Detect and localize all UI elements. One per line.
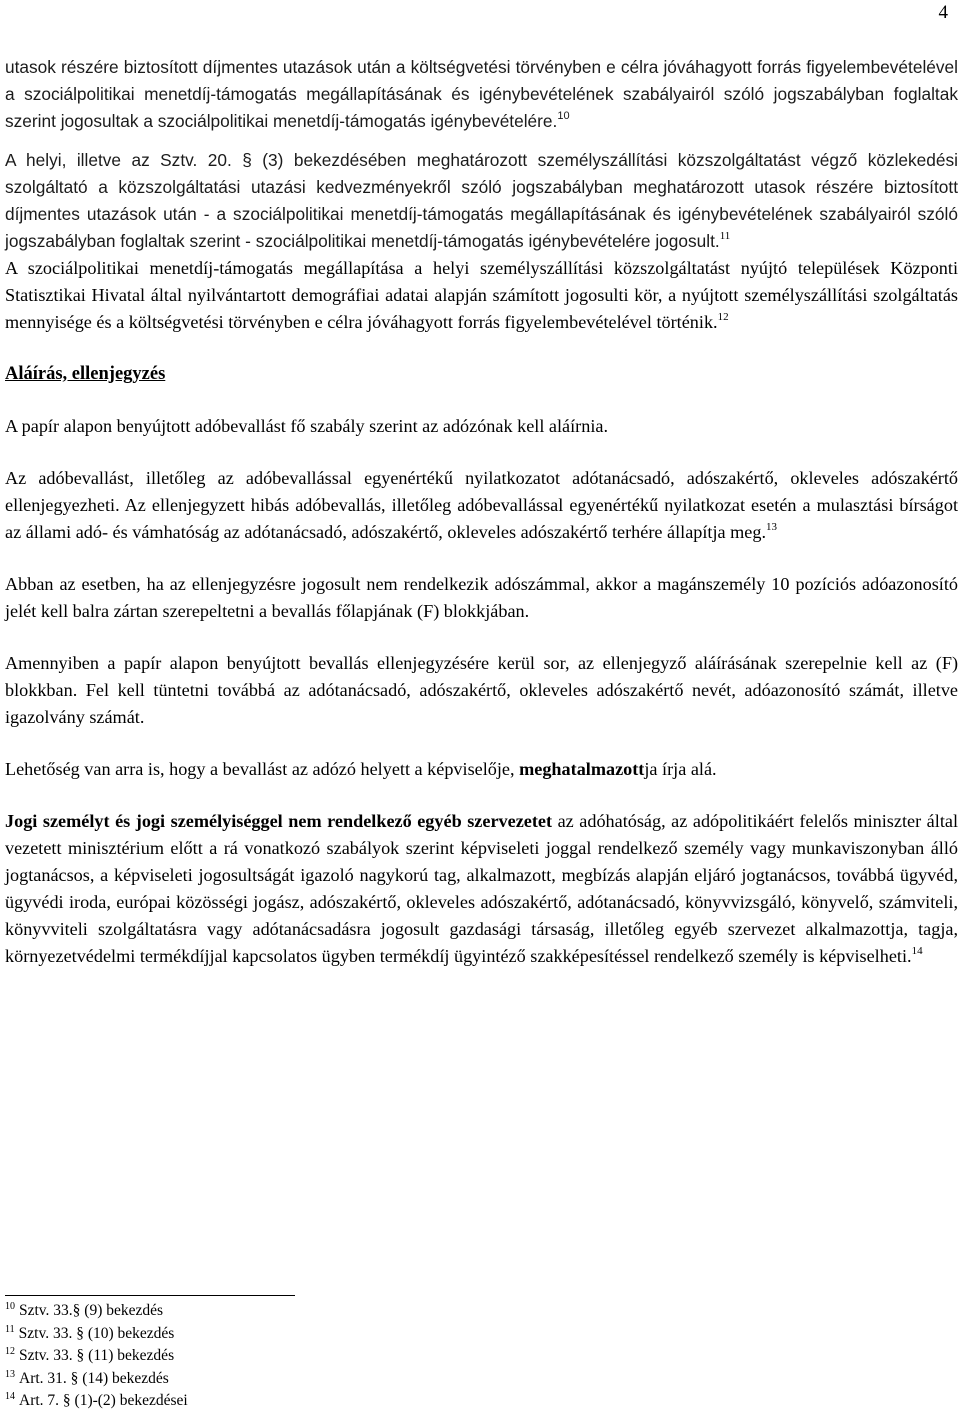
footnote-ref-14[interactable]: 14 (911, 945, 923, 957)
page-number: 4 (938, 2, 948, 23)
paragraph-7: Amennyiben a papír alapon benyújtott bevallás ellenjegyzésére kerül sor, az ellenjegyző aláírásának szerepelnie kell az (F) blokkban. Fel kell tüntetni továbbá az adótanácsadó, adószakértő, okleveles adószakértő nevét, adóazonosító számát, illetve igazolvány számát. (5, 653, 958, 727)
footnote-separator (5, 1295, 295, 1296)
footnote-ref-10[interactable]: 10 (557, 110, 570, 122)
section-heading: Aláírás, ellenjegyzés (5, 364, 166, 384)
footnotes (5, 1300, 605, 1413)
footnote-ref-11[interactable]: 11 (719, 230, 731, 242)
footnote-ref-12[interactable]: 12 (717, 311, 729, 323)
paragraph-6: Abban az esetben, ha az ellenjegyzésre jogosult nem rendelkezik adószámmal, akkor a magánszemély 10 pozíciós adóazonosító jelét kell balra zártan szerepeltetni a bevallás főlapjának (F) blokkjában. (5, 574, 958, 621)
paragraph-2: A helyi, illetve az Sztv. 20. § (3) bekezdésében meghatározott személyszállítási közszolgáltatást végző közlekedési szolgáltató a közszolgáltatási utazási kedvezményekről szóló jogszabályban meghatározott utasok részére biztosított díjmentes utazások után - a szociálpolitikai menetdíj-támogatás megállapításának és igénybevételének szabályairól szóló jogszabályban foglaltak szerint - szociálpolitikai menetdíj-támogatás igénybevételére jogosult.$^{11}$ (5, 150, 958, 251)
footnote-ref-13[interactable]: 13 (766, 521, 777, 533)
paragraph-5: Az adóbevallást, illetőleg az adóbevallással egyenértékű nyilatkozatot adótanácsadó, adószakértő, okleveles adószakértő ellenjegyezheti. Az ellenjegyzett hibás adóbevallás, illetőleg adóbevallással egyenértékű nyilatkozat esetén a mulasztási bírságot az állami adó- és vámhatóság az adótanácsadó, adószakértő, okleveles adószakértő terhére állapítja meg.$^{13}$ (5, 468, 958, 542)
paragraph-3: A szociálpolitikai menetdíj-támogatás megállapítása a helyi személyszállítási közszolgáltatást nyújtó települések Központi Statisztikai Hivatal által nyilvántartott demográfiai adatai alapján számított jogosulti kör, a nyújtott személyszállítási szolgáltatás mennyisége és a költségvetési törvényben e célra jóváhagyott forrás figyelembevételével történik.$^{12}$ (5, 258, 958, 332)
paragraph-9: Jogi személyt és jogi személyiséggel nem rendelkező egyéb szervezetet az adóhatóság, az adópolitikáért felelős miniszter által vezetett minisztérium előtt a rá vonatkozó szabályok szerint képviseleti joggal rendelkező személy vagy munkaviszonyban álló jogtanácsos, a képviseleti jogosultságát igazoló nagykorú tag, alkalmazott, megbízás alapján eljáró jogtanácsos, továbbá ügyvéd, ügyvédi iroda, európai közösségi jogász, adószakértő, okleveles adószakértő, adótanácsadó, könyvvizsgáló, könyvelő, számviteli, könyvviteli szolgáltatásra vagy adótanácsadásra jogosult gazdasági társaság, illetőleg egyéb szervezet alkalmazottja, tagja, környezetvédelmi termékdíjjal kapcsolatos ügyben termékdíj ügyintéző szakképesítéssel rendelkező személy is képviselheti.$^{14}$ (5, 811, 958, 966)
footnote: $^{11}$ Sztv. 33. § (10) bekezdés (5, 1323, 175, 1342)
footnote: $^{10}$ Sztv. 33.§ (9) bekezdés (5, 1301, 164, 1319)
bold-term-jogi-szemely: Jogi személyt és jogi személyiséggel nem rendelkező egyéb szervezetet (5, 811, 553, 831)
footnote: $^{14}$ Art. 7. § (1)-(2) bekezdései (5, 1391, 188, 1409)
footnote: $^{13}$ Art. 31. § (14) bekezdés (5, 1368, 169, 1387)
paragraph-1: utasok részére biztosított díjmentes utazások után a költségvetési törvényben e célra jóváhagyott forrás figyelembevételével a szociálpolitikai menetdíj-támogatás megállapításának és igénybevételének szabályairól szóló jogszabályban foglaltak szerint jogosultak a szociálpolitikai menetdíj-támogatás igénybevételére.$^{10}$ (5, 57, 958, 131)
bold-term-meghatalmazott: meghatalmazott (519, 759, 645, 779)
paragraph-8: Lehetőség van arra is, hogy a bevallást az adózó helyett a képviselője, meghatalmazottja írja alá. (5, 759, 717, 779)
paragraph-4: A papír alapon benyújtott adóbevallást fő szabály szerint az adózónak kell aláírnia. (5, 416, 608, 436)
document-body (5, 54, 958, 970)
footnote: $^{12}$ Sztv. 33. § (11) bekezdés (5, 1346, 175, 1364)
